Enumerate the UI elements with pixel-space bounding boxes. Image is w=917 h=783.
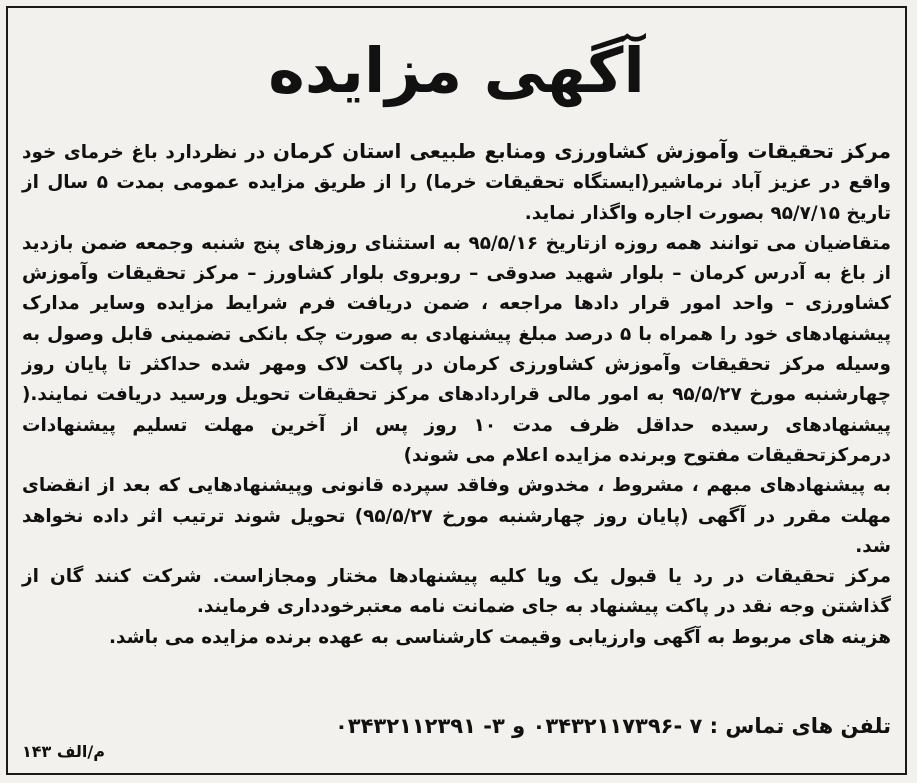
paragraph-invalid-bids: به پیشنهادهای مبهم ، مشروط ، مخدوش وفاقد سپرده قانونی وپیشنهادهایی که بعد از انقضای مهلت مقرر در آگهی (پایان روز چهارشنبه مورخ ۹۵/۵/۲۷) تحویل شوند ترتیب اثر داده نخواهد شد. [22, 475, 891, 557]
paragraph-intro [22, 136, 891, 229]
paragraph-bidding-instructions: متقاضیان می توانند همه روزه ازتاریخ ۹۵/۵/۱۶ به استثنای روزهای پنج شنبه وجمعه ضمن بازدید از باغ به آدرس کرمان – بلوار شهید صدوقی – روبروی بلوار کشاورز – مرکز تحقیقات وآموزش کشاورزی – واحد امور قرار دادها مراجعه ، ضمن دریافت فرم شرایط مزایده وسایر مدارک پیشنهادهای خود را همراه با ۵ درصد مبلغ پیشنهادی به صورت چک بانکی تضمینی قابل وصول به وسیله مرکز تحقیقات وآموزش کشاورزی کرمان در پاکت لاک ومهر شده حداکثر تا پایان روز چهارشنبه مورخ ۹۵/۵/۲۷ به امور مالی قراردادهای مرکز تحقیقات تحویل ورسید دریافت نمایند.( پیشنهادهای رسیده حداقل ظرف مدت ۱۰ روز پس از آخرین مهلت تسلیم پیشنهادات درمرکزتحقیقات مفتوح وبرنده مزایده اعلام می شوند) [22, 232, 892, 466]
contact-phones: تلفن های تماس : ۷ -۰۳۴۳۲۱۱۷۳۹۶ و ۳- ۰۳۴۳۲۱۱۲۳۹۱ [334, 714, 891, 738]
paragraph-costs: هزینه های مربوط به آگهی وارزیابی وقیمت کارشناسی به عهده برنده مزایده می باشد. [108, 626, 891, 648]
notice-border [6, 6, 907, 775]
notice-title: آگهی مزایده [268, 34, 645, 107]
reference-number: م/الف ۱۴۳ [22, 742, 105, 761]
paragraph-rights-reserved: مرکز تحقیقات در رد یا قبول یک ویا کلیه پیشنهادها مختار ومجازاست. شرکت کنند گان از گذاشتن وجه نقد در پاکت پیشنهاد به جای ضمانت نامه معتبرخودداری فرمایند. [22, 566, 891, 618]
organization-name: مرکز تحقیقات وآموزش کشاورزی ومنابع طبیعی استان کرمان [272, 139, 892, 163]
paragraph-text: در نظردارد باغ خرمای خود واقع در عزیز آباد نرماشیر(ایستگاه تحقیقات خرما) را از طریق مزایده عمومی بمدت ۵ سال از تاریخ ۹۵/۷/۱۵ بصورت اجاره واگذار نماید. [22, 142, 891, 224]
notice-body [22, 136, 891, 653]
